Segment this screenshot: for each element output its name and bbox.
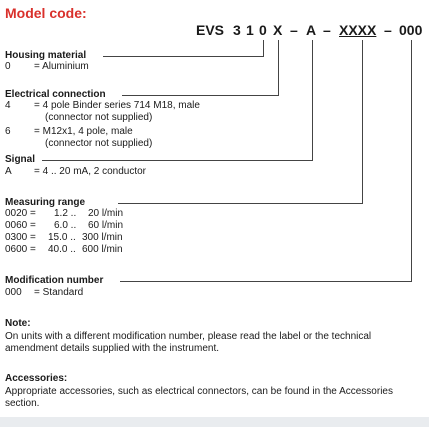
signal-connector-riser <box>312 40 313 161</box>
electrical-row-note: (connector not supplied) <box>45 138 153 149</box>
model-code-title: Model code: <box>5 5 87 21</box>
code-digit-1: 3 <box>233 22 241 38</box>
range-connector-line <box>118 203 363 204</box>
range-row-code: 0600 = <box>5 244 36 255</box>
code-dash-1: – <box>290 22 298 38</box>
code-digit-2: 1 <box>246 22 254 38</box>
code-dash-3: – <box>384 22 392 38</box>
range-heading: Measuring range <box>5 197 86 208</box>
accessories-heading: Accessories: <box>5 373 68 384</box>
range-row-to: 20 l/min <box>88 208 124 219</box>
note-heading: Note: <box>5 318 31 329</box>
housing-heading: Housing material <box>5 50 87 61</box>
note-text: On units with a different modification number, please read the label or the technical amendment details supplied with the instrument. <box>5 331 372 354</box>
electrical-connector-line <box>122 95 279 96</box>
code-housing-digit: 0 <box>259 22 267 38</box>
range-row-from: 40.0 .. <box>48 244 76 255</box>
range-row-code: 0300 = <box>5 232 36 243</box>
electrical-heading: Electrical connection <box>5 89 106 100</box>
modification-connector-riser <box>411 40 412 282</box>
modification-connector-line <box>120 281 412 282</box>
signal-heading: Signal <box>5 154 36 165</box>
signal-row-desc: = 4 .. 20 mA, 2 conductor <box>34 166 147 177</box>
range-row-code: 0060 = <box>5 220 36 231</box>
modification-row-desc: = Standard <box>34 287 84 298</box>
footer-band <box>0 417 429 427</box>
range-row-to: 300 l/min <box>82 232 123 243</box>
electrical-row-code: 4 <box>5 100 11 111</box>
electrical-row-note: (connector not supplied) <box>45 112 153 123</box>
housing-row-code: 0 <box>5 61 11 72</box>
code-signal-placeholder: A <box>306 22 317 38</box>
housing-row-desc: = Aluminium <box>34 61 89 72</box>
signal-row-code: A <box>5 166 12 177</box>
modification-heading: Modification number <box>5 275 104 286</box>
range-row-from: 6.0 .. <box>54 220 77 231</box>
code-modification-placeholder: 000 <box>399 22 423 38</box>
code-connection-placeholder: X <box>273 22 283 38</box>
code-range-placeholder: XXXX <box>339 22 377 38</box>
electrical-row-code: 6 <box>5 126 11 137</box>
range-row-from: 15.0 .. <box>48 232 76 243</box>
range-row-from: 1.2 .. <box>54 208 77 219</box>
modification-row-code: 000 <box>5 287 22 298</box>
housing-connector-line <box>103 56 264 57</box>
range-connector-riser <box>362 40 363 204</box>
housing-connector-riser <box>263 40 264 57</box>
electrical-row-desc: = 4 pole Binder series 714 M18, male <box>34 100 200 111</box>
accessories-text: Appropriate accessories, such as electrical connectors, can be found in the Accessories section. <box>5 386 393 409</box>
code-prefix: EVS <box>196 22 225 38</box>
range-row-code: 0020 = <box>5 208 36 219</box>
signal-connector-line <box>42 160 313 161</box>
electrical-connector-riser <box>278 40 279 96</box>
electrical-row-desc: = M12x1, 4 pole, male <box>34 126 133 137</box>
range-row-to: 600 l/min <box>82 244 123 255</box>
code-dash-2: – <box>323 22 331 38</box>
range-row-to: 60 l/min <box>88 220 124 231</box>
